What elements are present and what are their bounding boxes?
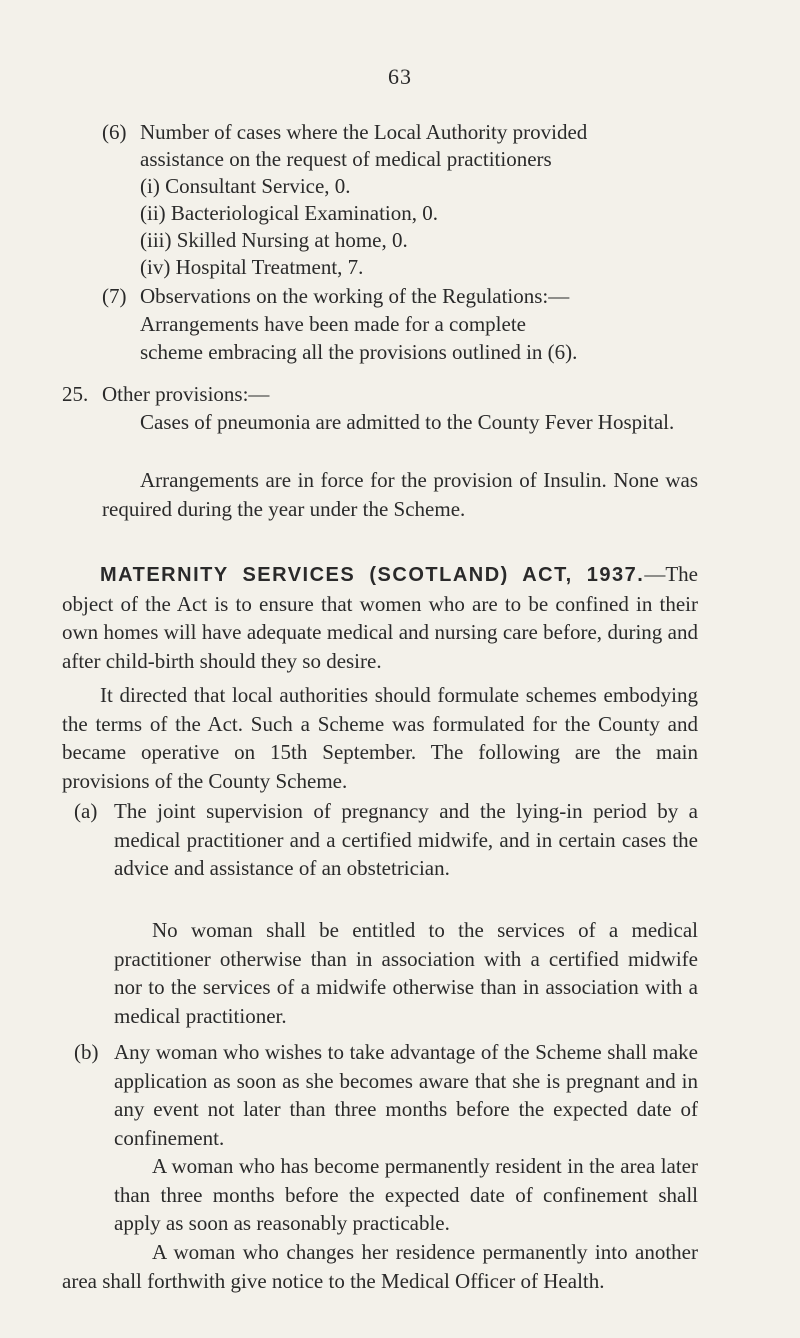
provision-b-paragraph-2: A woman who has become permanently resident in the area later than three months before the expected date of confinement shall apply as soon as reasonably practicable.	[114, 1154, 698, 1236]
item-6-line-2: assistance on the request of medical practitioners	[140, 147, 552, 171]
maternity-intro-paragraph	[62, 560, 698, 675]
maternity-intro-text: —The object of the Act is to ensure that women who are to be confined in their own homes will have adequate medical and nursing care before, during and after child-birth should they so desire.	[62, 562, 698, 673]
page-number: 63	[388, 64, 412, 89]
section-25-paragraph-2: Arrangements are in force for the provision of Insulin. None was required during the year under the Scheme.	[102, 468, 698, 521]
section-25-heading: Other provisions:—	[102, 382, 270, 406]
provision-a-paragraph-2: No woman shall be entitled to the services of a medical practitioner otherwise than in association with a certified midwife nor to the services of a midwife otherwise than in association with a medical practitioner.	[114, 918, 698, 1028]
item-7-line-1: Observations on the working of the Regulations:—	[140, 284, 570, 308]
item-6-subitem: (iv) Hospital Treatment, 7.	[140, 255, 364, 279]
item-6-subitem: (iii) Skilled Nursing at home, 0.	[140, 228, 408, 252]
provision-a-paragraph-1: The joint supervision of pregnancy and the lying-in period by a medical practitioner and a certified midwife, and in certain cases the advice and assistance of an obstetrician.	[114, 799, 698, 881]
provision-a-label: (a)	[74, 799, 98, 823]
item-7-line-3: scheme embracing all the provisions outlined in (6).	[140, 340, 578, 364]
section-25-paragraph-1: Cases of pneumonia are admitted to the County Fever Hospital.	[140, 410, 675, 434]
section-25-label: 25.	[62, 382, 89, 406]
provision-b-paragraph-3: A woman who changes her residence permanently into another area shall forthwith give notice to the Medical Officer of Health.	[62, 1240, 698, 1293]
item-6-label: (6)	[102, 120, 127, 144]
item-6-subitem: (ii) Bacteriological Examination, 0.	[140, 201, 438, 225]
maternity-paragraph-2: It directed that local authorities should formulate schemes embodying the terms of the Act. Such a Scheme was formulated for the County and became operative on 15th September. The following are the main provisions of the County Scheme.	[62, 683, 698, 793]
item-6-line-1: Number of cases where the Local Authority provided	[140, 120, 588, 144]
item-6-subitem: (i) Consultant Service, 0.	[140, 174, 351, 198]
provision-b-label: (b)	[74, 1040, 99, 1064]
maternity-heading: MATERNITY SERVICES (SCOTLAND) ACT, 1937.	[100, 564, 645, 586]
item-7-label: (7)	[102, 284, 127, 308]
provision-b-paragraph-1: Any woman who wishes to take advantage of the Scheme shall make application as soon as she becomes aware that she is pregnant and in any event not later than three months before the expected date of confinement.	[114, 1040, 698, 1150]
item-7-line-2: Arrangements have been made for a complete	[140, 312, 526, 336]
